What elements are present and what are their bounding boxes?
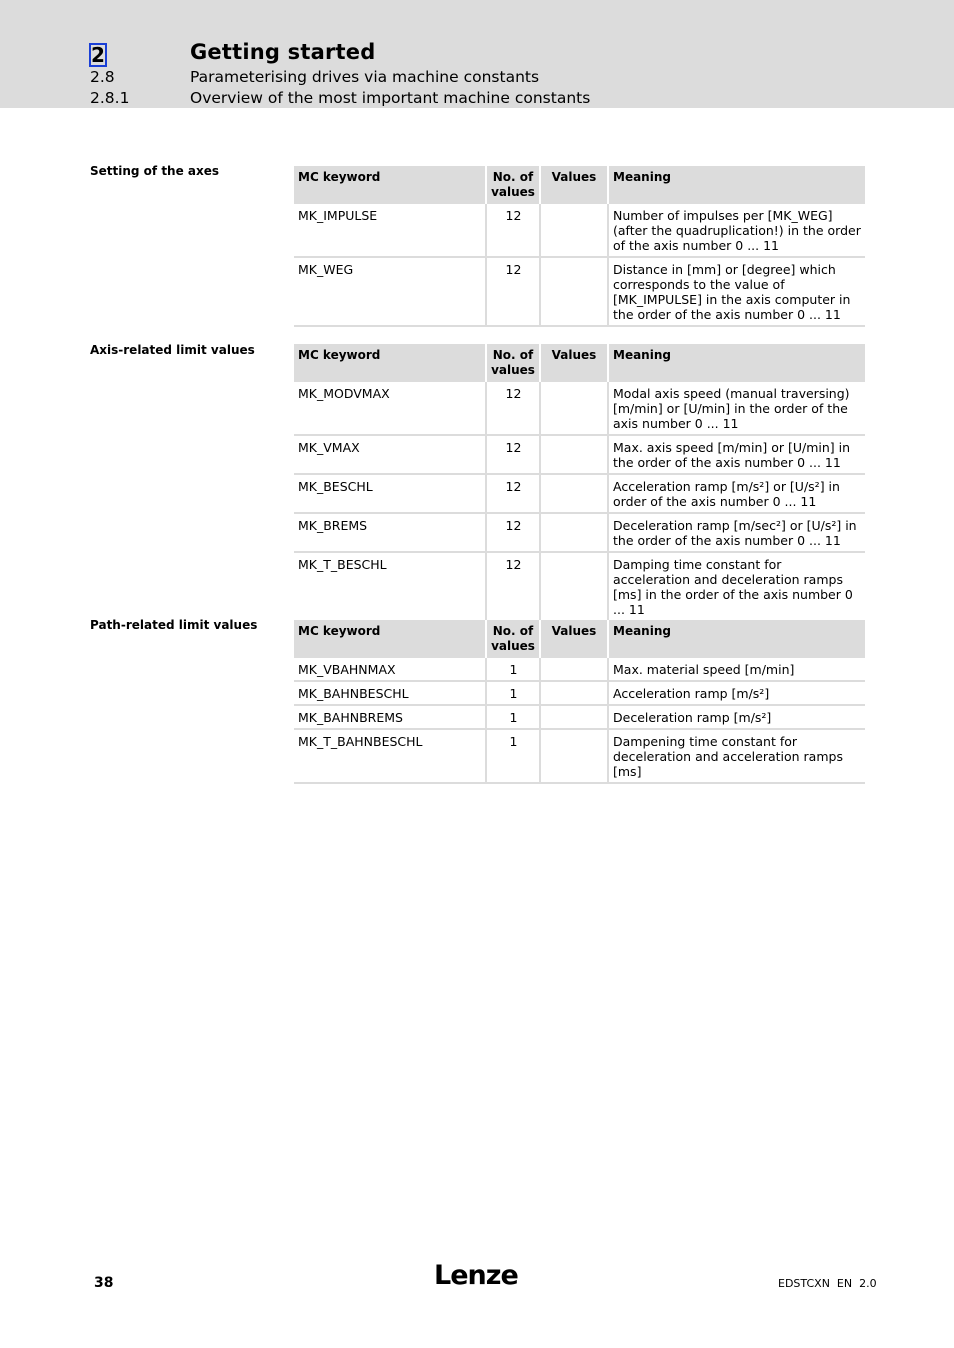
keyword-cell: MK_BESCHL <box>294 474 486 513</box>
keyword-cell: MK_VBAHNMAX <box>294 658 486 681</box>
table-row <box>294 658 865 681</box>
meaning-cell: Modal axis speed (manual traversing) [m/min] or [U/min] in the order of the axis number 0 ... 11 <box>608 382 865 435</box>
axes-settings-table <box>294 166 865 327</box>
values-cell <box>540 435 608 474</box>
table-row <box>294 257 865 326</box>
count-cell: 12 <box>486 552 540 621</box>
count-cell: 12 <box>486 257 540 326</box>
column-header-keyword: MC keyword <box>294 344 486 382</box>
values-cell <box>540 658 608 681</box>
meaning-cell: Deceleration ramp [m/s²] <box>608 705 865 729</box>
table-header-row <box>294 344 865 382</box>
table-row <box>294 513 865 552</box>
keyword-cell: MK_IMPULSE <box>294 204 486 257</box>
values-cell <box>540 552 608 621</box>
keyword-cell: MK_T_BESCHL <box>294 552 486 621</box>
meaning-cell: Dampening time constant for deceleration and acceleration ramps [ms] <box>608 729 865 783</box>
chapter-title: Getting started <box>190 40 376 64</box>
column-header-meaning: Meaning <box>608 620 865 658</box>
column-header-values: Values <box>540 620 608 658</box>
count-cell: 12 <box>486 474 540 513</box>
table-label-axes: Setting of the axes <box>90 164 220 178</box>
keyword-cell: MK_BAHNBESCHL <box>294 681 486 705</box>
column-header-keyword: MC keyword <box>294 620 486 658</box>
table-label-path-limits: Path-related limit values <box>90 618 258 632</box>
table-row <box>294 435 865 474</box>
page-number: 38 <box>94 1275 114 1291</box>
column-header-values: Values <box>540 166 608 204</box>
meaning-cell: Distance in [mm] or [degree] which corresponds to the value of [MK_IMPULSE] in the axis computer in the order of the axis number 0 ... 11 <box>608 257 865 326</box>
count-cell: 1 <box>486 658 540 681</box>
path-limits-table <box>294 620 865 784</box>
subsection-title: Overview of the most important machine constants <box>190 89 591 107</box>
table-row <box>294 705 865 729</box>
values-cell <box>540 257 608 326</box>
values-cell <box>540 474 608 513</box>
lenze-logo: Lenze <box>434 1260 518 1291</box>
values-cell <box>540 681 608 705</box>
column-header-count: No. of values <box>486 344 540 382</box>
meaning-cell: Acceleration ramp [m/s²] <box>608 681 865 705</box>
document-id: EDSTCXN EN 2.0 <box>778 1277 877 1290</box>
table-row <box>294 382 865 435</box>
table-header-row <box>294 166 865 204</box>
table-header-row <box>294 620 865 658</box>
subsection-number: 2.8.1 <box>90 89 130 107</box>
count-cell: 12 <box>486 204 540 257</box>
values-cell <box>540 705 608 729</box>
table-row <box>294 681 865 705</box>
table-row <box>294 204 865 257</box>
meaning-cell: Max. material speed [m/min] <box>608 658 865 681</box>
meaning-cell: Max. axis speed [m/min] or [U/min] in the order of the axis number 0 ... 11 <box>608 435 865 474</box>
table-label-axis-limits: Axis-related limit values <box>90 343 255 357</box>
count-cell: 1 <box>486 681 540 705</box>
meaning-cell: Damping time constant for acceleration and deceleration ramps [ms] in the order of the axis number 0 ... 11 <box>608 552 865 621</box>
keyword-cell: MK_BAHNBREMS <box>294 705 486 729</box>
count-cell: 12 <box>486 382 540 435</box>
axis-limits-table <box>294 344 865 622</box>
keyword-cell: MK_T_BAHNBESCHL <box>294 729 486 783</box>
count-cell: 1 <box>486 705 540 729</box>
meaning-cell: Acceleration ramp [m/s²] or [U/s²] in order of the axis number 0 ... 11 <box>608 474 865 513</box>
keyword-cell: MK_BREMS <box>294 513 486 552</box>
column-header-keyword: MC keyword <box>294 166 486 204</box>
column-header-count: No. of values <box>486 620 540 658</box>
values-cell <box>540 513 608 552</box>
keyword-cell: MK_VMAX <box>294 435 486 474</box>
meaning-cell: Deceleration ramp [m/sec²] or [U/s²] in the order of the axis number 0 ... 11 <box>608 513 865 552</box>
values-cell <box>540 382 608 435</box>
column-header-values: Values <box>540 344 608 382</box>
column-header-meaning: Meaning <box>608 344 865 382</box>
chapter-number[interactable]: 2 <box>91 43 105 67</box>
table-row <box>294 474 865 513</box>
table-row <box>294 729 865 783</box>
count-cell: 1 <box>486 729 540 783</box>
column-header-count: No. of values <box>486 166 540 204</box>
section-title: Parameterising drives via machine constants <box>190 68 540 86</box>
section-number: 2.8 <box>90 68 115 86</box>
keyword-cell: MK_WEG <box>294 257 486 326</box>
table-row <box>294 552 865 621</box>
values-cell <box>540 204 608 257</box>
meaning-cell: Number of impulses per [MK_WEG] (after the quadruplication!) in the order of the axis number 0 ... 11 <box>608 204 865 257</box>
column-header-meaning: Meaning <box>608 166 865 204</box>
count-cell: 12 <box>486 513 540 552</box>
values-cell <box>540 729 608 783</box>
count-cell: 12 <box>486 435 540 474</box>
keyword-cell: MK_MODVMAX <box>294 382 486 435</box>
